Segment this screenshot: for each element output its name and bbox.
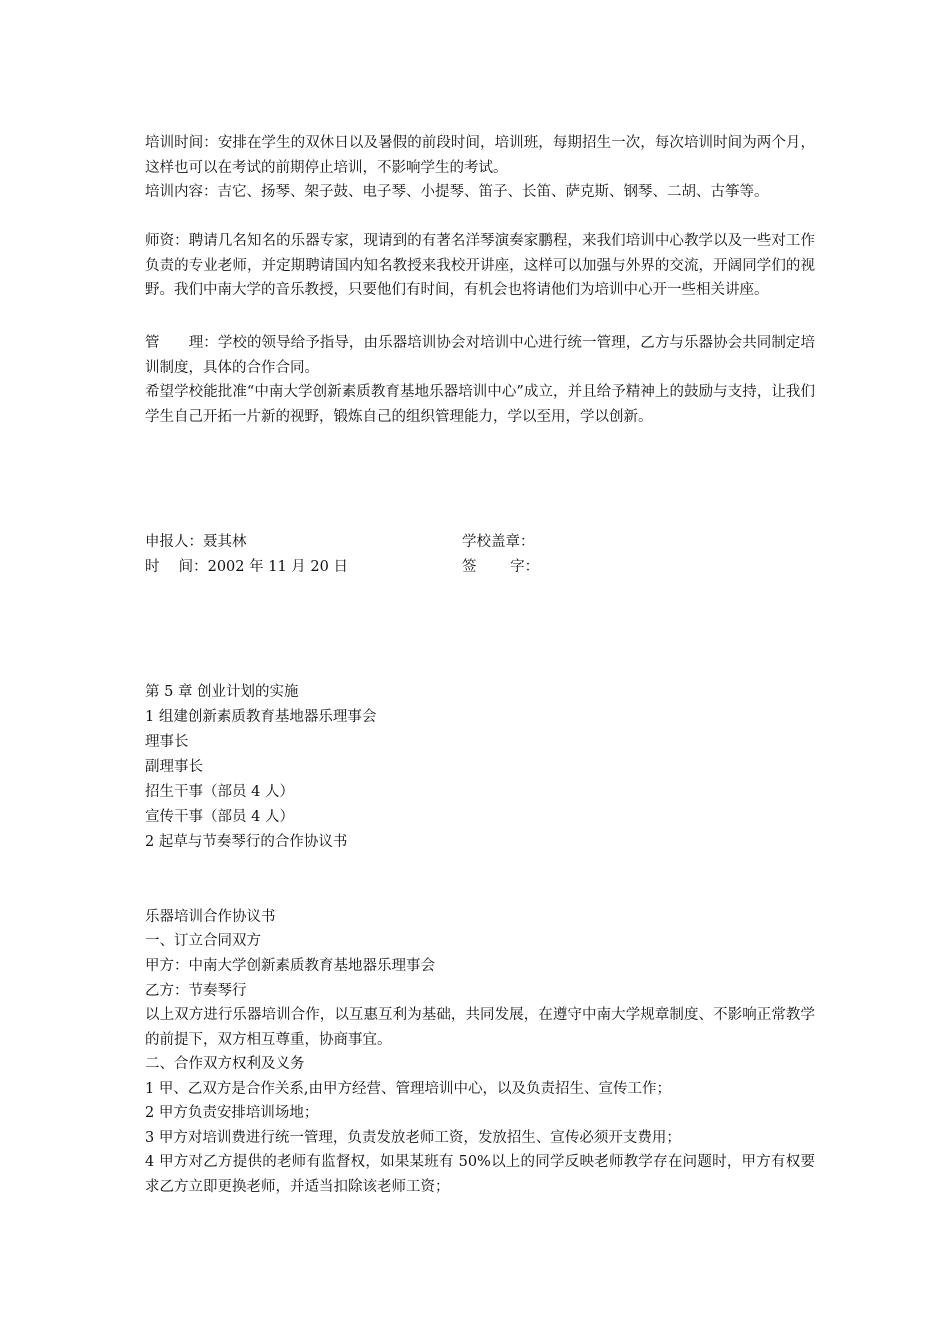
- applicant-line: 申报人：聂其林: [145, 534, 247, 550]
- clause-item: 3 甲方对培训费进行统一管理，负责发放老师工资，发放招生、宣传必须开支费用；: [145, 1130, 681, 1146]
- hope-paragraph: 希望学校能批准“中南大学创新素质教育基地乐器培训中心”成立，并且给予精神上的鼓励与支持，让我们学生自己开拓一片新的视野，锻炼自己的组织管理能力，学以至用，学以创新。: [145, 384, 815, 425]
- management-paragraph: 管 理：学校的领导给予指导，由乐器培训协会对培训中心进行统一管理，乙方与乐器协会共同制定培训制度，具体的合作合同。: [145, 335, 815, 376]
- list-item: 理事长: [145, 734, 189, 750]
- chapter-title: 第 5 章 创业计划的实施: [145, 684, 299, 700]
- party-b-line: 乙方：节奏琴行: [145, 983, 247, 999]
- list-item: 1 组建创新素质教育基地器乐理事会: [145, 709, 377, 725]
- agreement-heading: 一、订立合同双方: [145, 933, 261, 949]
- agreement-title: 乐器培训合作协议书: [145, 909, 276, 925]
- training-time-paragraph: 培训时间：安排在学生的双休日以及暑假的前段时间，培训班，每期招生一次，每次培训时间为两个月，这样也可以在考试的前期停止培训，不影响学生的考试。: [145, 135, 815, 176]
- list-item: 宣传干事（部员 4 人）: [145, 809, 294, 825]
- training-content-paragraph: 培训内容：吉它、扬琴、架子鼓、电子琴、小提琴、笛子、长笛、萨克斯、钢琴、二胡、古筝等。: [145, 184, 769, 200]
- list-item: 招生干事（部员 4 人）: [145, 784, 294, 800]
- list-item: 副理事长: [145, 759, 203, 775]
- sign-line: 签 字：: [462, 559, 540, 575]
- date-line: 时 间：2002 年 11 月 20 日: [145, 559, 348, 575]
- teachers-paragraph: 师资：聘请几名知名的乐器专家，现请到的有著名洋琴演奏家鹏程，来我们培训中心教学以及一些对工作负责的专业老师，并定期聘请国内知名教授来我校开讲座，这样可以加强与外界的交流，开阔同学们的视野。我们中南大学的音乐教授，只要他们有时间，有机会也将请他们为培训中心开一些相关讲座。: [145, 233, 815, 298]
- clause-item: 2 甲方负责安排培训场地；: [145, 1105, 319, 1121]
- list-item: 2 起草与节奏琴行的合作协议书: [145, 834, 348, 850]
- cooperation-paragraph: 以上双方进行乐器培训合作，以互惠互利为基础，共同发展，在遵守中南大学规章制度、不影响正常教学的前提下，双方相互尊重，协商事宜。: [145, 1007, 815, 1048]
- clause-item: 1 甲、乙双方是合作关系,由甲方经营、管理培训中心，以及负责招生、宣传工作；: [145, 1081, 671, 1097]
- agreement-heading: 二、合作双方权利及义务: [145, 1056, 305, 1072]
- clause-item: 4 甲方对乙方提供的老师有监督权，如果某班有 50%以上的同学反映老师教学存在问题时，甲方有权要求乙方立即更换老师，并适当扣除该老师工资；: [145, 1154, 815, 1195]
- party-a-line: 甲方：中南大学创新素质教育基地器乐理事会: [145, 958, 435, 974]
- school-seal-line: 学校盖章：: [462, 534, 535, 550]
